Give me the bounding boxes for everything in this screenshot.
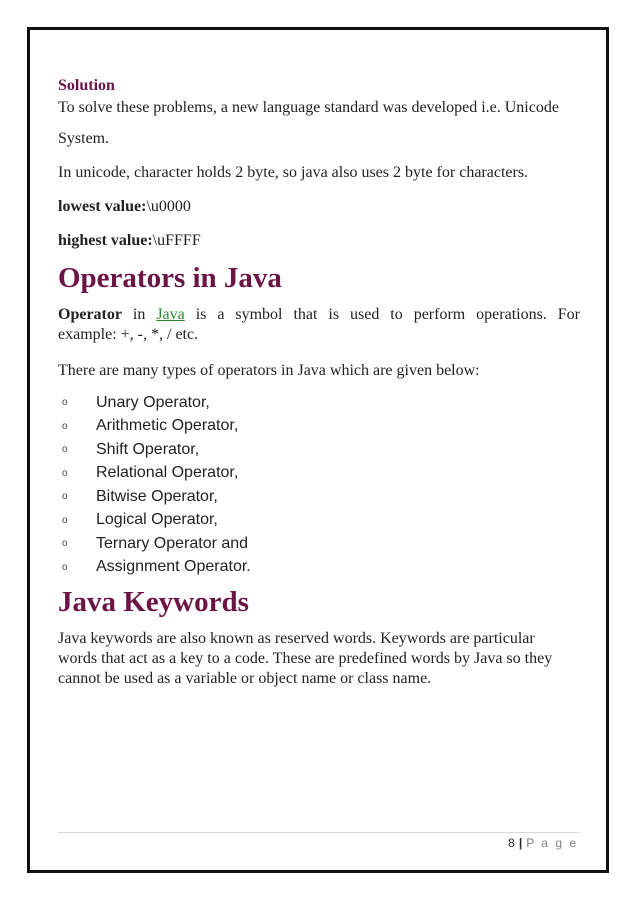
operator-list-item: [58, 462, 580, 486]
operator-list-item: [58, 391, 580, 415]
operator-list-item-label: Ternary Operator and: [96, 534, 249, 552]
bullet-icon: o: [62, 561, 68, 573]
bullet-icon: o: [62, 397, 68, 409]
java-link[interactable]: Java: [156, 306, 185, 323]
bullet-icon: o: [62, 420, 68, 432]
page-label: P a g e: [526, 836, 578, 850]
solution-para2: In unicode, character holds 2 byte, so java also uses 2 byte for characters.: [58, 164, 529, 181]
operator-list-item-label: Unary Operator,: [96, 393, 210, 411]
solution-para1-line1: To solve these problems, a new language standard was developed i.e. Unicode: [58, 99, 559, 116]
operators-list: [58, 391, 580, 579]
lowest-value-line: [58, 197, 580, 217]
operator-list-item-label: Relational Operator,: [96, 464, 239, 482]
lowest-value: \u0000: [146, 198, 191, 215]
operator-list-item: [58, 532, 580, 556]
highest-value-line: [58, 231, 580, 251]
operator-list-item-label: Logical Operator,: [96, 511, 218, 529]
operator-list-item: [58, 509, 580, 533]
bullet-icon: o: [62, 444, 68, 456]
keywords-line2: words that act as a key to a code. These are predefined words by Java so they: [58, 650, 553, 667]
operator-list-item: [58, 556, 580, 580]
lowest-value-label: lowest value:: [58, 198, 147, 215]
operator-list-item: [58, 415, 580, 439]
footer-divider: [58, 832, 580, 833]
operator-list-item-label: Arithmetic Operator,: [96, 417, 239, 435]
bullet-icon: o: [62, 538, 68, 550]
bullet-icon: o: [62, 491, 68, 503]
keywords-line1: Java keywords are also known as reserved words. Keywords are particular: [58, 630, 535, 647]
keywords-line3: cannot be used as a variable or object name or class name.: [58, 670, 432, 687]
operator-list-item: [58, 438, 580, 462]
operator-list-item-label: Bitwise Operator,: [96, 487, 218, 505]
intro-rest: is a symbol that is used to perform operations. For: [184, 306, 580, 323]
operators-intro-line2: example: +, -, *, / etc.: [58, 326, 199, 343]
keywords-heading: Java Keywords: [58, 586, 249, 618]
highest-value: \uFFFF: [152, 232, 201, 249]
operators-intro-line1: [58, 305, 580, 325]
operator-list-item-label: Assignment Operator.: [96, 558, 251, 576]
page-content: [58, 76, 580, 689]
page-footer: [508, 836, 578, 850]
operators-types-intro: There are many types of operators in Java which are given below:: [58, 362, 480, 379]
page-number: 8: [508, 836, 515, 850]
intro-pre-link: in: [121, 306, 157, 323]
operator-list-item-label: Shift Operator,: [96, 440, 200, 458]
operators-heading: Operators in Java: [58, 262, 282, 294]
solution-para1-line2: System.: [58, 130, 110, 147]
operator-list-item: [58, 485, 580, 509]
highest-value-label: highest value:: [58, 232, 153, 249]
solution-heading: Solution: [58, 77, 115, 94]
bullet-icon: o: [62, 467, 68, 479]
operator-term: Operator: [58, 306, 122, 323]
footer-separator: |: [518, 836, 523, 850]
bullet-icon: o: [62, 514, 68, 526]
